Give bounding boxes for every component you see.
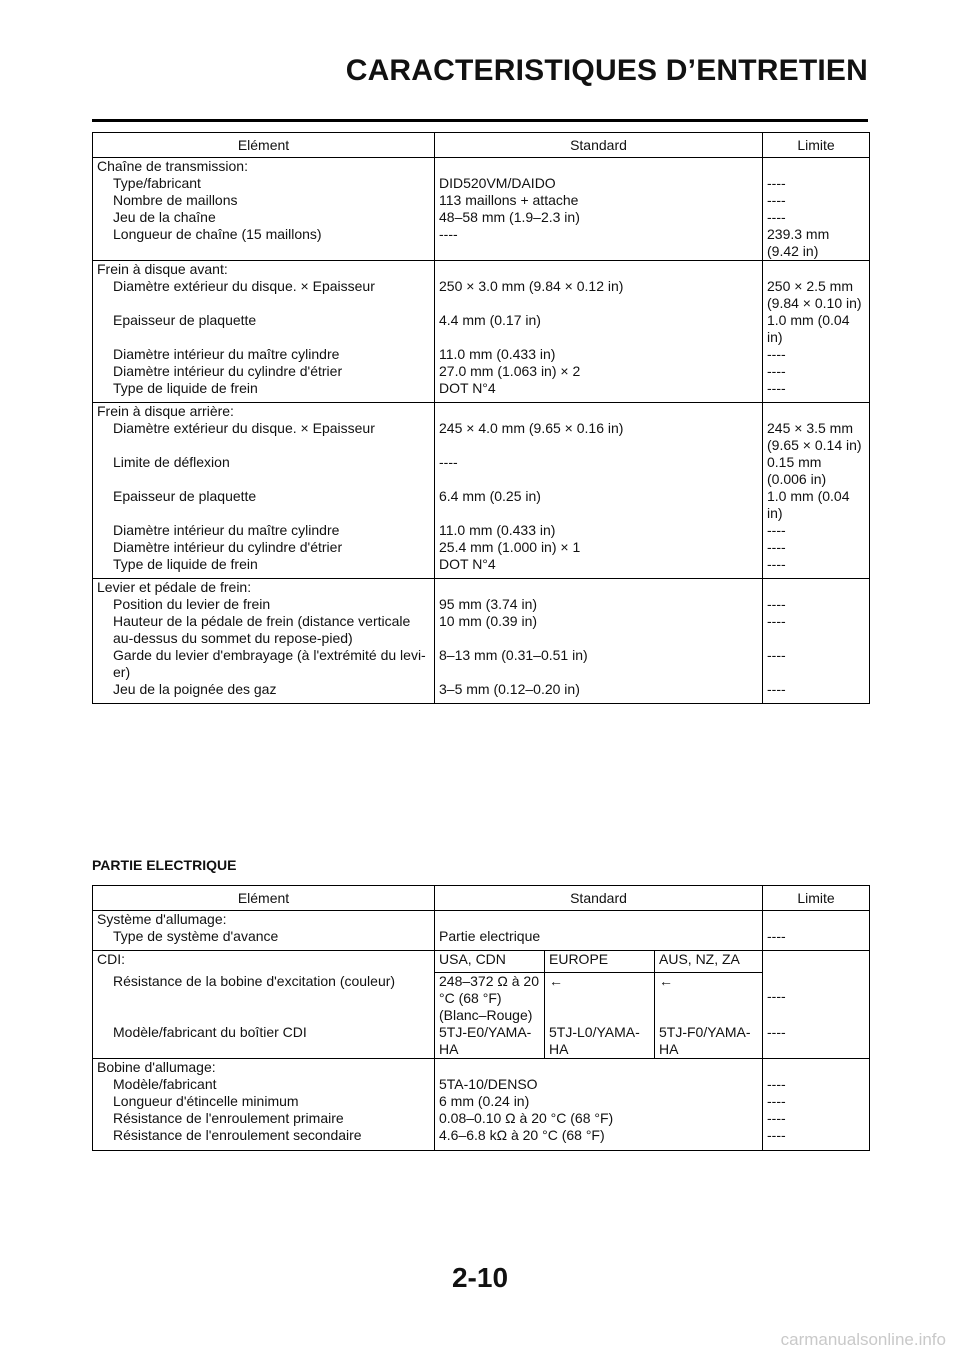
cell-standard: 11.0 mm (0.433 in) (435, 522, 763, 539)
cell-standard: 11.0 mm (0.433 in) (435, 346, 763, 363)
group-label: Frein à disque avant: (93, 261, 435, 279)
table-row (93, 363, 870, 380)
cdi-region-row (93, 951, 870, 973)
cell-element: Type de liquide de frein (93, 556, 435, 579)
table-row (93, 192, 870, 209)
table-row (93, 312, 870, 346)
table-row (93, 973, 870, 1025)
cell-limit: ---- (767, 647, 786, 663)
table-row (93, 420, 870, 454)
cell-standard: 3–5 mm (0.12–0.20 in) (435, 681, 763, 704)
cell-standard: DID520VM/DAIDO (435, 175, 763, 192)
cell-element: Hauteur de la pédale de frein (distance verticale au-dessus du sommet du repose-pied) (93, 613, 435, 647)
header-element: Elément (93, 886, 435, 911)
cell-limit: ---- (767, 539, 786, 555)
cell-limit: ---- (767, 596, 786, 612)
header-limit: Limite (763, 886, 870, 911)
spec-table-electrical (92, 885, 870, 1151)
cell-limit: ---- (767, 1127, 786, 1143)
cell-element: Epaisseur de plaquette (93, 312, 435, 346)
cell-value-aus: 5TJ-F0/YAMA-HA (655, 1024, 763, 1059)
group-label-row (93, 261, 870, 279)
cell-limit: 1.0 mm (0.04 in) (767, 488, 850, 521)
table-row (93, 1110, 870, 1127)
table-row (93, 488, 870, 522)
cell-standard: 0.08–0.10 Ω à 20 °C (68 °F) (435, 1110, 763, 1127)
group-label-row (93, 579, 870, 597)
group-label-row (93, 403, 870, 421)
table-row (93, 539, 870, 556)
table-row (93, 226, 870, 261)
table-row (93, 209, 870, 226)
table-row (93, 1024, 870, 1059)
cell-element: Longueur de chaîne (15 maillons) (93, 226, 435, 261)
table-row (93, 346, 870, 363)
cell-limit: ---- (767, 380, 786, 396)
cell-element: Nombre de maillons (93, 192, 435, 209)
page-title: CARACTERISTIQUES D’ENTRETIEN (345, 54, 868, 87)
cell-element: Modèle/fabricant (93, 1076, 435, 1093)
group-label: Frein à disque arrière: (93, 403, 435, 421)
cell-limit: ---- (767, 209, 786, 225)
table-row (93, 647, 870, 681)
cell-value-europe: 5TJ-L0/YAMA-HA (545, 1024, 655, 1059)
cell-standard: 95 mm (3.74 in) (435, 596, 763, 613)
cell-limit: ---- (767, 613, 786, 629)
cell-element: Position du levier de frein (93, 596, 435, 613)
cell-element: Epaisseur de plaquette (93, 488, 435, 522)
cell-limit: ---- (767, 522, 786, 538)
cell-limit: ---- (767, 681, 786, 697)
cell-standard: 10 mm (0.39 in) (435, 613, 763, 647)
cell-standard: 4.6–6.8 kΩ à 20 °C (68 °F) (435, 1127, 763, 1151)
cell-standard: 113 maillons + attache (435, 192, 763, 209)
table-row (93, 613, 870, 647)
group-label: Chaîne de transmission: (93, 158, 435, 176)
cell-element: Type/fabricant (93, 175, 435, 192)
cell-standard: 245 × 4.0 mm (9.65 × 0.16 in) (435, 420, 763, 454)
group-label: Levier et pédale de frein: (93, 579, 435, 597)
group-label: Système d'allumage: (93, 911, 435, 929)
region-aus: AUS, NZ, ZA (655, 951, 763, 973)
spec-table-chassis (92, 132, 870, 704)
cell-standard: 8–13 mm (0.31–0.51 in) (435, 647, 763, 681)
table-header-row (93, 886, 870, 911)
cell-element: Jeu de la poignée des gaz (93, 681, 435, 704)
cell-limit: ---- (767, 1093, 786, 1109)
cell-element: Limite de déflexion (93, 454, 435, 488)
group-label: CDI: (93, 951, 435, 973)
page-number: 2-10 (451, 1262, 509, 1293)
cell-limit: ---- (767, 1110, 786, 1126)
header-limit: Limite (763, 133, 870, 158)
table-row (93, 681, 870, 704)
cell-limit: 245 × 3.5 mm (9.65 × 0.14 in) (767, 420, 862, 453)
cell-element: Garde du levier d'embrayage (à l'extrémité du levi-er) (93, 647, 435, 681)
cell-standard: 250 × 3.0 mm (9.84 × 0.12 in) (435, 278, 763, 312)
cell-element: Modèle/fabricant du boîtier CDI (93, 1024, 435, 1059)
header-standard: Standard (435, 133, 763, 158)
cell-element: Type de liquide de frein (93, 380, 435, 403)
cell-limit: ---- (767, 363, 786, 379)
cell-standard: 5TA-10/DENSO (435, 1076, 763, 1093)
cell-standard: DOT N°4 (435, 556, 763, 579)
table-row (93, 522, 870, 539)
cell-element: Longueur d'étincelle minimum (93, 1093, 435, 1110)
cell-standard: 27.0 mm (1.063 in) × 2 (435, 363, 763, 380)
cell-element: Diamètre intérieur du maître cylindre (93, 522, 435, 539)
cell-element: Jeu de la chaîne (93, 209, 435, 226)
cell-limit: ---- (767, 1076, 786, 1092)
cell-limit: ---- (767, 346, 786, 362)
cell-element: Résistance de l'enroulement secondaire (93, 1127, 435, 1151)
table-row (93, 596, 870, 613)
cell-limit: 0.15 mm (0.006 in) (767, 454, 827, 487)
group-label-row (93, 1059, 870, 1077)
same-as-left-arrow: ← (545, 973, 655, 1025)
cell-standard: DOT N°4 (435, 380, 763, 403)
cell-element: Résistance de la bobine d'excitation (couleur) (93, 973, 435, 1025)
watermark: carmanualsonline.info (780, 1330, 946, 1349)
cell-limit: ---- (767, 192, 786, 208)
header-standard: Standard (435, 886, 763, 911)
table-row (93, 454, 870, 488)
cell-element: Diamètre intérieur du maître cylindre (93, 346, 435, 363)
region-europe: EUROPE (545, 951, 655, 973)
cell-limit: 239.3 mm (9.42 in) (767, 226, 830, 259)
table-row (93, 928, 870, 951)
section-title: PARTIE ELECTRIQUE (92, 857, 237, 873)
cell-limit: ---- (767, 928, 786, 944)
table-row (93, 380, 870, 403)
cell-element: Résistance de l'enroulement primaire (93, 1110, 435, 1127)
cell-standard: 6.4 mm (0.25 in) (435, 488, 763, 522)
cell-element: Diamètre extérieur du disque. × Epaisseur (93, 420, 435, 454)
cell-limit: ---- (767, 556, 786, 572)
table-row (93, 1076, 870, 1093)
title-rule (92, 119, 868, 122)
cell-value-usa: 5TJ-E0/YAMA-HA (435, 1024, 545, 1059)
cell-standard: 48–58 mm (1.9–2.3 in) (435, 209, 763, 226)
cell-element: Diamètre intérieur du cylindre d'étrier (93, 363, 435, 380)
cell-standard: Partie electrique (435, 928, 763, 951)
region-usa: USA, CDN (435, 951, 545, 973)
cell-standard: 4.4 mm (0.17 in) (435, 312, 763, 346)
group-label: Bobine d'allumage: (93, 1059, 435, 1077)
table-row (93, 175, 870, 192)
cell-limit: ---- (767, 175, 786, 191)
table-header-row (93, 133, 870, 158)
table-row (93, 556, 870, 579)
cell-standard: ---- (435, 454, 763, 488)
cell-limit: 1.0 mm (0.04 in) (767, 312, 850, 345)
cell-limit: 250 × 2.5 mm (9.84 × 0.10 in) (767, 278, 862, 311)
table-row (93, 278, 870, 312)
cell-value-usa: 248–372 Ω à 20 °C (68 °F) (Blanc–Rouge) (435, 973, 545, 1025)
table-row (93, 1127, 870, 1151)
table-row (93, 1093, 870, 1110)
group-label-row (93, 911, 870, 929)
cell-standard: 25.4 mm (1.000 in) × 1 (435, 539, 763, 556)
group-label-row (93, 158, 870, 176)
cell-standard: ---- (435, 226, 763, 261)
header-element: Elément (93, 133, 435, 158)
cell-standard: 6 mm (0.24 in) (435, 1093, 763, 1110)
cell-element: Diamètre intérieur du cylindre d'étrier (93, 539, 435, 556)
cell-element: Type de système d'avance (93, 928, 435, 951)
cell-limit: ---- (767, 1024, 786, 1040)
cell-element: Diamètre extérieur du disque. × Epaisseur (93, 278, 435, 312)
cell-limit: ---- (767, 987, 786, 1004)
same-as-left-arrow: ← (655, 973, 763, 1025)
